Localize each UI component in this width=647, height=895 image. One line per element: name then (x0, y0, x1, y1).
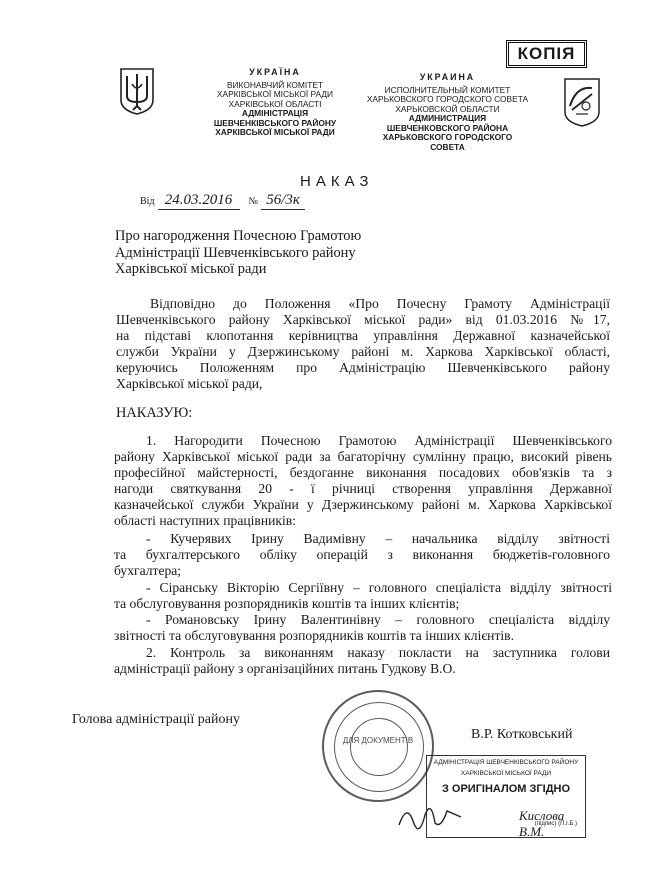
cert-stamp-line: ХАРКІВСЬКОЇ МІСЬКОЇ РАДИ (460, 770, 552, 777)
subject-line: Харківської міської ради (115, 261, 267, 277)
item2-line: 2. Контроль за виконанням наказу покласти на заступника голови (146, 645, 610, 660)
awardee-3-line: - Романовську Ірину Валентинівну – головного спеціаліста відділу (146, 612, 610, 627)
awardee-1-line: бухгалтера; (114, 563, 182, 579)
item1-line: області наступних працівників: (114, 513, 296, 529)
date-number-row (140, 192, 305, 210)
header-ru-line: ШЕВЧЕНКОВСКОГО РАЙОНА (386, 122, 509, 133)
header-ru-line: ХАРЬКОВСКОГО ГОРОДСКОГО СОВЕТА (382, 132, 513, 152)
item1-line: 1. Нагородити Почесною Грамотою Адміністрації Шевченківського (146, 433, 612, 448)
cert-stamp-heading: З ОРИГІНАЛОМ ЗГІДНО (441, 783, 571, 795)
certification-stamp (426, 755, 586, 838)
signature-name: В.Р. Котковський (471, 727, 573, 742)
awardee-2 (114, 580, 612, 612)
order-item-1 (114, 433, 612, 530)
copy-stamp: КОПІЯ (506, 40, 587, 68)
cert-stamp-line: АДМІНІСТРАЦІЯ ШЕВЧЕНКІВСЬКОГО РАЙОНУ (433, 759, 579, 766)
item1-line: нагоди святкування 20 - ї річниці створення управління Державної (114, 481, 612, 497)
header-uk-line: ШЕВЧЕНКІВСЬКОГО РАЙОНУ (213, 117, 337, 128)
document-title: НАКАЗ (300, 173, 374, 190)
awardee-2-line: - Сіранську Вікторію Сергіївну – головного спеціаліста відділу звітності (146, 580, 612, 595)
header-ukrainian (195, 68, 355, 138)
header-country-ru: УКРАИНА (419, 72, 476, 82)
header-uk-line: ХАРКІВСЬКОЇ МІСЬКОЇ РАДИ (215, 127, 335, 137)
header-uk-line: АДМІНІСТРАЦІЯ (241, 108, 309, 118)
preamble-line: Відповідно до Положення «Про Почесну Грамоту Адміністрації (150, 296, 610, 311)
header-russian (365, 73, 530, 152)
header-ru-line: АДМИНИСТРАЦИЯ (408, 113, 487, 123)
awardee-1-line: та бухгалтерського обліку операцій з виконання бюджетів-головного (114, 547, 610, 563)
header-uk-line: ХАРКІВСЬКОЇ ОБЛАСТІ (228, 98, 322, 109)
awardee-3-line: звітності та обслуговування розпорядників коштів та інших клієнтів. (114, 628, 514, 644)
order-word: НАКАЗУЮ: (116, 405, 193, 421)
cert-stamp-footnote: (підпис) (П.І.Б.) (534, 821, 577, 827)
awardee-2-line: та обслуговування розпорядників коштів та інших клієнтів; (114, 596, 460, 612)
round-stamp (322, 690, 434, 802)
number-prefix: № (248, 196, 259, 207)
item2-line: адміністрації району з організаційних питань Гудкову В.О. (114, 661, 456, 677)
date-value: 24.03.2016 (158, 192, 240, 210)
header-ru-line: ХАРЬКОВСКОЙ ОБЛАСТИ (395, 103, 500, 114)
awardee-1 (114, 531, 610, 579)
preamble-line: Шевченківського району Харківської міської ради» від 01.03.2016 №17, (116, 312, 610, 328)
subject-line: Про нагородження Почесною Грамотою (115, 228, 362, 244)
document-subject (115, 228, 361, 278)
header-ru-line: ХАРЬКОВСКОГО ГОРОДСКОГО СОВЕТА (366, 94, 529, 104)
header-uk-line: ХАРКІВСЬКОЇ МІСЬКОЇ РАДИ (216, 89, 334, 99)
cert-stamp-name: Кислова В.М. (519, 808, 565, 839)
preamble-line: служби України у Дзержинському районі м. Харкова Харківської області, (116, 344, 610, 360)
signature-title: Голова адміністрації району (72, 712, 240, 727)
preamble-line: керуючись Положенням про Адміністрацію Шевченківського району (116, 360, 610, 376)
awardee-1-line: - Кучерявих Ірину Вадимівну – начальника відділу звітності (146, 531, 610, 546)
number-value: 56/3к (261, 192, 305, 210)
trident-emblem-icon (118, 66, 156, 116)
header-country-uk: УКРАЇНА (249, 67, 301, 77)
item1-line: району Харківської міської ради за багаторічну сумлінну працю, високий рівень (114, 449, 612, 465)
date-prefix: Від (140, 196, 155, 207)
preamble-line: на підставі клопотання керівництва управління Державної казначейської (116, 328, 610, 344)
round-stamp-text: ДЛЯ ДОКУМЕНТІВ (342, 736, 414, 745)
subject-line: Адміністрації Шевченківського району (115, 244, 356, 261)
header-uk-line: ВИКОНАВЧИЙ КОМІТЕТ (226, 79, 324, 90)
preamble (116, 296, 610, 393)
order-item-2 (114, 645, 610, 677)
item1-line: професійної майстерності, бездоганне виконання посадових обов'язків та з (114, 465, 612, 481)
preamble-line: Харківської міської ради, (116, 376, 263, 392)
awardee-3 (114, 612, 610, 644)
header-ru-line: ИСПОЛНИТЕЛЬНЫЙ КОМИТЕТ (384, 84, 511, 95)
item1-line: казначейської служби України у Дзержинському районі м. Харкова Харківської (114, 497, 612, 513)
kharkiv-coat-of-arms-icon (562, 76, 602, 128)
